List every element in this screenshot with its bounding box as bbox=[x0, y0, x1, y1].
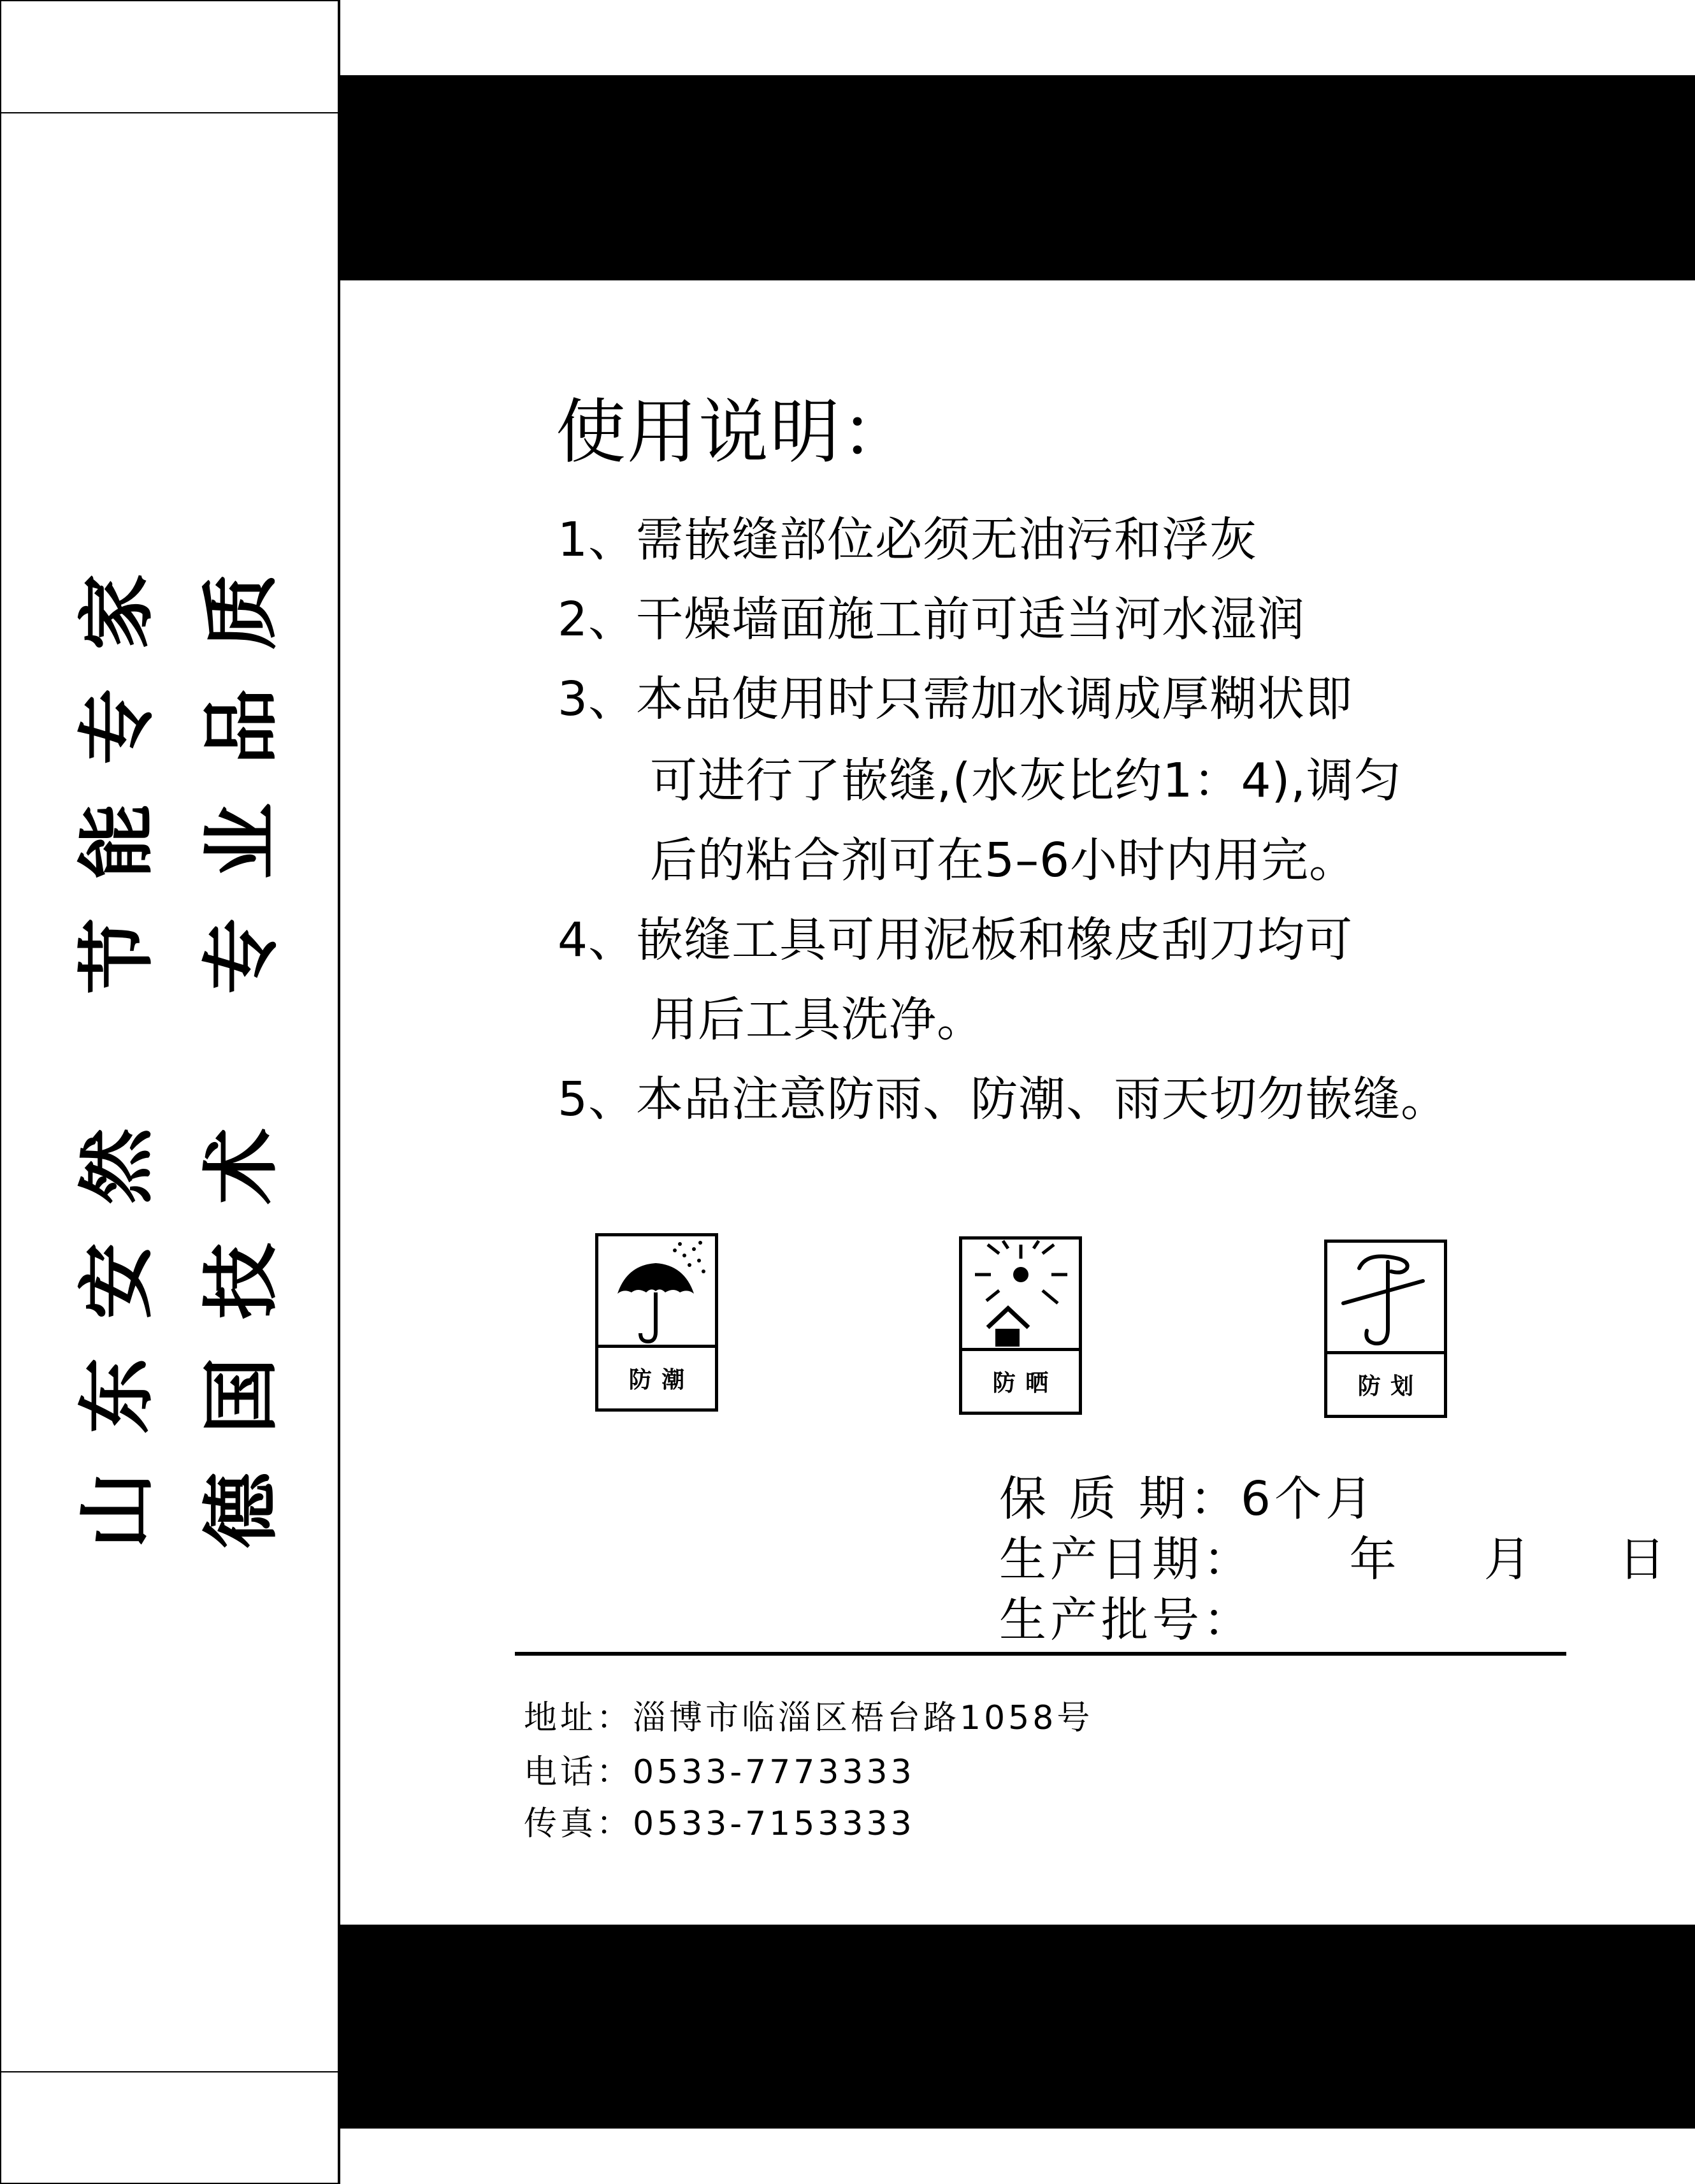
symbol-label bbox=[598, 1345, 715, 1408]
instruction-line: 1、需嵌缝部位必须无油污和浮灰 bbox=[558, 512, 1258, 567]
contact-divider bbox=[515, 1652, 1566, 1656]
hook-icon bbox=[1327, 1243, 1444, 1354]
phone: 电话：0533-7773333 bbox=[524, 1753, 915, 1791]
instructions-title: 使用说明： bbox=[556, 391, 912, 473]
slogan-char: 家 bbox=[73, 574, 162, 650]
slogan-char: 德 bbox=[198, 1472, 286, 1549]
slogan-column-right bbox=[198, 574, 287, 1549]
no-hooks-symbol bbox=[1324, 1240, 1447, 1418]
slogan-char: 品 bbox=[198, 688, 286, 765]
address: 地址：淄博市临淄区梧台路1058号 bbox=[524, 1699, 1093, 1737]
shelf-life-label: 保 质 期： bbox=[999, 1472, 1241, 1526]
instruction-line: 用后工具洗净。 bbox=[650, 992, 985, 1047]
instruction-line: 2、干燥墙面施工前可适当河水湿润 bbox=[558, 592, 1306, 647]
slogan-char: 国 bbox=[198, 1357, 286, 1434]
panel-separator bbox=[338, 0, 340, 2184]
symbol-label-char: 潮 bbox=[661, 1367, 685, 1393]
batch-number-label: 生产批号： bbox=[999, 1593, 1254, 1647]
slogan-char: 东 bbox=[73, 1357, 162, 1434]
slogan-column-left bbox=[73, 574, 162, 1549]
slogan-char: 专 bbox=[198, 918, 286, 994]
symbol-label bbox=[962, 1348, 1079, 1412]
slogan-char: 山 bbox=[73, 1472, 162, 1549]
keep-dry-symbol bbox=[595, 1233, 718, 1412]
instruction-line: 5、本品注意防雨、防潮、雨天切勿嵌缝。 bbox=[558, 1072, 1449, 1127]
production-date-value: 年 月 日 bbox=[1349, 1532, 1685, 1587]
slogan-char: 业 bbox=[198, 803, 286, 879]
shelf-life-value: 6个月 bbox=[1241, 1472, 1377, 1526]
keep-from-sun-symbol bbox=[959, 1236, 1082, 1415]
slogan-char: 专 bbox=[73, 688, 162, 765]
side-panel bbox=[0, 0, 339, 2184]
top-black-band bbox=[340, 75, 1695, 280]
side-panel-bottom-divider bbox=[0, 2071, 340, 2072]
symbol-label-char: 划 bbox=[1390, 1373, 1414, 1399]
side-panel-top-divider bbox=[0, 112, 340, 113]
batch-number bbox=[999, 1593, 1254, 1647]
slogan-char: 能 bbox=[73, 803, 162, 879]
shelf-life bbox=[999, 1472, 1377, 1526]
instruction-line: 后的粘合剂可在5–6小时内用完。 bbox=[650, 833, 1357, 888]
fax: 传真：0533-7153333 bbox=[524, 1805, 915, 1843]
symbol-label-char: 防 bbox=[628, 1367, 652, 1393]
instruction-line: 4、嵌缝工具可用泥板和橡皮刮刀均可 bbox=[558, 913, 1353, 967]
slogan-char: 安 bbox=[73, 1243, 162, 1319]
slogan-char: 质 bbox=[198, 574, 286, 650]
production-date-label: 生产日期： bbox=[999, 1532, 1254, 1587]
production-date bbox=[999, 1532, 1685, 1587]
slogan-char: 术 bbox=[198, 1128, 286, 1204]
instruction-line: 3、本品使用时只需加水调成厚糊状即 bbox=[558, 672, 1353, 727]
symbol-label-char: 晒 bbox=[1025, 1370, 1049, 1396]
slogan-char: 然 bbox=[73, 1128, 162, 1204]
sun-icon bbox=[962, 1240, 1079, 1351]
symbol-label bbox=[1327, 1351, 1444, 1415]
bottom-black-band bbox=[340, 1925, 1695, 2129]
slogan-char: 技 bbox=[198, 1243, 286, 1319]
symbol-label-char: 防 bbox=[1357, 1373, 1381, 1399]
instruction-line: 可进行了嵌缝,(水灰比约1：4),调匀 bbox=[650, 753, 1402, 808]
symbol-label-char: 防 bbox=[992, 1370, 1016, 1396]
slogan-char: 节 bbox=[73, 918, 162, 994]
umbrella-icon bbox=[598, 1236, 715, 1348]
